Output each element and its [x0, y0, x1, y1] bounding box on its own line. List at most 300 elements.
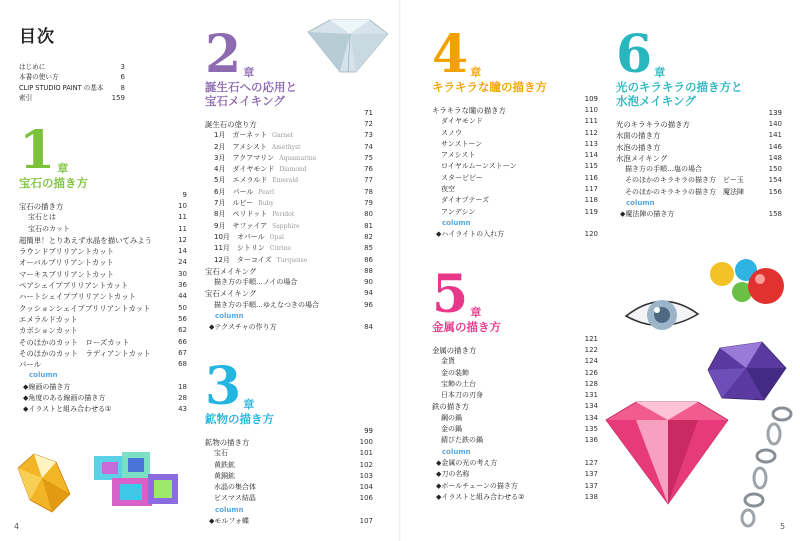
entry-page-number: 127: [584, 458, 598, 467]
entry-title: 7月 ルビー: [214, 199, 254, 208]
toc-subentry: [205, 471, 373, 482]
toc-subentry: [19, 212, 187, 223]
entry-title: ◆ハイライトの入れ方: [436, 230, 505, 239]
entry-title: 9月 サファイア: [214, 221, 268, 230]
column-heading: [205, 505, 373, 516]
entry-page-number: 84: [364, 323, 373, 332]
entry-title: そのほかのカット ラディアントカット: [19, 348, 151, 358]
entry-page-number: 80: [364, 210, 373, 219]
column-entry: [432, 481, 598, 492]
column-heading: [432, 218, 598, 229]
entry-english-name: Peridot: [272, 211, 295, 219]
entry-english-name: Turquoise: [276, 256, 308, 264]
entry-title: 宝石メイキング: [205, 289, 257, 299]
entry-title: 水泡の描き方: [616, 142, 661, 152]
toc-subentry: [432, 413, 598, 424]
entry-title: 水泡メイキング: [616, 153, 668, 163]
entry-title: スターピピー: [441, 173, 483, 182]
toc-entry: [19, 303, 187, 314]
chapter-title-line-2: 宝石メイキング: [205, 94, 285, 108]
entry-page-number: 116: [584, 173, 598, 182]
entry-title: サンストーン: [441, 139, 483, 148]
toc-subentry: [432, 161, 598, 172]
entry-title: スノウ: [441, 128, 462, 137]
amethyst-icon: [706, 340, 788, 402]
entry-title: column: [29, 371, 58, 380]
chapter-title: キラキラな瞳の描き方: [432, 80, 547, 94]
toc-entry: [616, 130, 782, 141]
chapter-number: 5: [432, 264, 469, 325]
entry-english-name: Aquamarine: [279, 154, 317, 162]
toc-subentry: [205, 232, 373, 243]
entry-title: そのほかのキラキラの描き方 魔法陣: [625, 187, 744, 196]
toc-entry: [19, 83, 125, 93]
entry-title: 鋼の鍋: [441, 413, 462, 422]
entry-title: クッションシェイプブリリアントカット: [19, 303, 151, 313]
chapter-title: 金属の描き方: [432, 320, 501, 334]
chapter-items: [205, 119, 373, 334]
entry-title: 宝石とは: [28, 213, 56, 222]
entry-title: 黄銅鉱: [214, 471, 235, 480]
entry-title: 5月 エメラルド: [214, 176, 268, 185]
toc-subentry: [432, 128, 598, 139]
entry-english-name: Garnet: [272, 132, 294, 140]
entry-title: ◆金属の光の考え方: [436, 458, 498, 467]
entry-title: 8月 ペリドット: [214, 210, 268, 219]
entry-title: エメラルドカット: [19, 314, 78, 324]
entry-page-number: 85: [364, 244, 373, 253]
entry-page-number: 100: [359, 438, 373, 446]
entry-title-wrap: [205, 187, 274, 198]
eye-icon: [622, 290, 702, 340]
entry-title: 3月 アクアマリン: [214, 153, 275, 162]
entry-page-number: 103: [359, 471, 373, 480]
entry-page-number: 136: [584, 436, 598, 445]
entry-title-wrap: [205, 221, 300, 232]
column-entry: [616, 209, 782, 220]
toc-entry: [205, 266, 373, 277]
entry-title: ◆角度のある線画の描き方: [23, 394, 106, 403]
entry-title-wrap: [205, 232, 284, 243]
entry-title: column: [626, 199, 655, 208]
toc-subentry: [205, 209, 373, 220]
toc-entry: [19, 269, 187, 280]
toc-entry: [19, 257, 187, 268]
entry-title: ダイヤモンド: [441, 117, 483, 126]
entry-page-number: 140: [768, 120, 782, 128]
chapter-title-line-1: 誕生石への応用と: [205, 80, 297, 94]
toc-entry: [19, 348, 187, 359]
marbles-icon: [706, 256, 790, 312]
chapter-page: 121: [584, 335, 598, 343]
column-entry: [432, 469, 598, 480]
entry-page-number: 124: [584, 357, 598, 366]
entry-page-number: 96: [364, 300, 373, 309]
entry-page-number: 111: [584, 117, 598, 126]
entry-page-number: 118: [584, 196, 598, 205]
toc-entry: [19, 325, 187, 336]
entry-title: ◆刀の名称: [436, 470, 470, 479]
toc-subentry: [19, 224, 187, 235]
entry-title: アンデシン: [441, 207, 476, 216]
entry-title-wrap: [205, 175, 298, 186]
entry-page-number: 148: [768, 153, 782, 162]
entry-page-number: 14: [178, 247, 187, 256]
entry-page-number: 86: [364, 255, 373, 264]
entry-title: 宝石: [214, 449, 228, 458]
column-entry: [19, 404, 187, 415]
entry-title: キラキラな瞳の描き方: [432, 106, 506, 115]
entry-english-name: Emerald: [272, 177, 299, 185]
toc-entry: [432, 105, 598, 116]
entry-page-number: 146: [768, 142, 782, 151]
page-number-left: 4: [14, 522, 20, 531]
entry-page-number: 110: [584, 106, 598, 114]
entry-page-number: 77: [364, 176, 373, 185]
entry-title: 日本刀の刃身: [441, 391, 483, 400]
entry-page-number: 12: [178, 235, 187, 244]
entry-english-name: Opal: [269, 233, 284, 241]
entry-title: 金貨: [441, 357, 455, 366]
entry-title-wrap: [205, 198, 274, 209]
entry-title: 12月 ターコイズ: [214, 255, 272, 264]
entry-page-number: 76: [364, 165, 373, 174]
entry-page-number: 137: [584, 481, 598, 490]
entry-page-number: 106: [359, 494, 373, 503]
chapter-items: [616, 119, 782, 221]
entry-page-number: 67: [178, 348, 187, 357]
chapter-kanji: 章: [470, 66, 482, 79]
toc-entry: [19, 291, 187, 302]
entry-title: ◆モルフォ蝶: [209, 517, 250, 526]
toc-subentry: [432, 356, 598, 367]
toc-subentry: [205, 460, 373, 471]
chapter-5: [432, 264, 598, 503]
toc-subentry: [432, 379, 598, 390]
entry-title-wrap: [205, 153, 316, 164]
toc-entry: [205, 119, 373, 130]
entry-page-number: 120: [584, 230, 598, 239]
column-entry: [19, 393, 187, 404]
toc-subentry: [205, 175, 373, 186]
entry-page-number: 73: [364, 131, 373, 140]
entry-page-number: 158: [768, 210, 782, 219]
entry-title: column: [215, 312, 244, 321]
toc-entry: [19, 72, 125, 82]
entry-title: ◆イラストと組み合わせる①: [23, 405, 112, 414]
toc-entry: [19, 359, 187, 370]
entry-page-number: 126: [584, 368, 598, 377]
entry-page-number: 131: [584, 391, 598, 400]
entry-page-number: 137: [584, 470, 598, 479]
entry-title: ロイヤルムーンストーン: [441, 162, 517, 171]
entry-page-number: 154: [768, 176, 782, 185]
entry-page-number: 150: [768, 165, 782, 174]
entry-page-number: 141: [768, 131, 782, 140]
entry-title: ◆テクスチャの作り方: [209, 323, 277, 332]
entry-title: ◆ボールチェーンの描き方: [436, 481, 518, 490]
column-entry: [432, 229, 598, 240]
column-heading: [432, 447, 598, 458]
entry-title: ◆線画の描き方: [23, 382, 71, 391]
toc-subentry: [432, 368, 598, 379]
toc-subentry: [205, 153, 373, 164]
column-heading: [616, 198, 782, 209]
chapter-number: 4: [432, 24, 469, 85]
entry-page-number: [183, 370, 187, 381]
entry-page-number: [369, 311, 373, 322]
entry-title: 宝石のカット: [28, 224, 70, 233]
toc-entry: [19, 280, 187, 291]
entry-page-number: 134: [584, 402, 598, 411]
entry-title: ビスマス結晶: [214, 494, 256, 503]
entry-english-name: Citrine: [269, 245, 292, 253]
entry-page-number: 102: [359, 460, 373, 469]
entry-page-number: 90: [364, 278, 373, 287]
toc-subentry: [432, 435, 598, 446]
chapter-title-line-1: 光のキラキラの描き方と: [616, 80, 743, 94]
toc-subentry: [205, 300, 373, 311]
chapter-page: 109: [584, 95, 598, 103]
entry-page-number: 28: [178, 394, 187, 403]
front-matter-list: [19, 62, 125, 104]
entry-page-number: [369, 505, 373, 516]
chapter-6: [616, 24, 782, 221]
chapter-kanji: 章: [654, 66, 666, 79]
chapter-items: [205, 437, 373, 527]
entry-page-number: 66: [178, 337, 187, 346]
entry-page-number: 156: [768, 187, 782, 196]
toc-subentry: [205, 187, 373, 198]
entry-english-name: Sapphire: [272, 222, 300, 230]
entry-page-number: 36: [178, 281, 187, 290]
entry-page-number: 72: [364, 120, 373, 128]
toc-entry: [432, 345, 598, 356]
entry-page-number: 79: [364, 199, 373, 208]
entry-title: パール: [19, 360, 42, 370]
chain-icon: [734, 404, 796, 528]
pink-diamond-icon: [602, 398, 732, 508]
chapter-3: [205, 356, 373, 527]
chapter-kanji: 章: [243, 66, 255, 79]
page-title: 目次: [19, 27, 55, 47]
entry-title: 6月 パール: [214, 187, 254, 196]
entry-title: 光のキラキラの描き方: [616, 120, 690, 129]
entry-title: 索引: [19, 94, 33, 103]
toc-subentry: [205, 255, 373, 266]
entry-page-number: 138: [584, 492, 598, 501]
entry-title: マーキスブリリアントカット: [19, 269, 115, 279]
spine: [399, 0, 401, 541]
entry-title: 宝石メイキング: [205, 266, 257, 276]
entry-page-number: 3: [120, 63, 125, 71]
entry-title: 描き方の手順…塩の場合: [625, 165, 702, 174]
toc-subentry: [432, 207, 598, 218]
entry-title: 10月 オパール: [214, 232, 265, 241]
entry-page-number: 159: [111, 94, 125, 103]
entry-title: 水面の描き方: [616, 131, 661, 141]
chapter-items: [432, 105, 598, 241]
entry-page-number: 122: [584, 346, 598, 354]
entry-page-number: 8: [120, 83, 125, 92]
chapter-1: [19, 120, 187, 416]
chapter-number: 1: [19, 120, 56, 181]
entry-title: オーバルブリリアントカット: [19, 258, 114, 268]
toc-subentry: [432, 424, 598, 435]
entry-title-wrap: [205, 164, 307, 175]
entry-title: 誕生石の塗り方: [205, 120, 257, 129]
chapter-kanji: 章: [57, 162, 69, 175]
entry-title: そのほかのキラキラの描き方 ビー玉: [625, 176, 744, 185]
entry-title: ダイオプテーズ: [441, 196, 490, 205]
toc-entry: [19, 62, 125, 72]
toc-entry: [19, 337, 187, 348]
chapter-4: [432, 24, 598, 241]
entry-page-number: 114: [584, 151, 598, 160]
chapter-page: 139: [768, 109, 782, 117]
page-number-right: 5: [780, 522, 786, 531]
entry-title: そのほかのカット ローズカット: [19, 337, 130, 347]
toc-subentry: [205, 482, 373, 493]
entry-title: 水晶の集合体: [214, 483, 256, 492]
chapter-number: 3: [205, 356, 242, 417]
chapter-number: 6: [616, 24, 653, 85]
entry-title: 超簡単！とりあえず水晶を描いてみよう: [19, 235, 153, 245]
toc-subentry: [432, 150, 598, 161]
entry-title: カボションカット: [19, 326, 78, 336]
toc-subentry: [205, 198, 373, 209]
chapter-kanji: 章: [470, 306, 482, 319]
entry-title: 宝飾の土台: [441, 379, 476, 388]
entry-title: 錆びた鉄の鍋: [441, 436, 483, 445]
chapter-items: [19, 201, 187, 416]
entry-page-number: 112: [584, 128, 598, 137]
toc-subentry: [432, 195, 598, 206]
toc-subentry: [432, 139, 598, 150]
entry-title-wrap: [205, 130, 293, 141]
chapter-page: 9: [182, 191, 187, 199]
entry-english-name: Amethyst: [271, 143, 301, 151]
entry-title: ペアシェイプブリリアントカット: [19, 281, 129, 291]
entry-page-number: 135: [584, 425, 598, 434]
entry-title-wrap: [205, 209, 294, 220]
entry-title: はじめに: [19, 63, 46, 71]
toc-subentry: [432, 173, 598, 184]
column-entry: [432, 458, 598, 469]
toc-entry: [19, 246, 187, 257]
entry-title: 2月 アメシスト: [214, 142, 267, 151]
toc-entry: [19, 93, 125, 103]
toc-entry: [616, 119, 782, 130]
chapter-title-line-2: 水泡メイキング: [616, 94, 696, 108]
chapter-title: 鉱物の描き方: [205, 412, 274, 426]
entry-page-number: 56: [178, 314, 187, 323]
entry-page-number: 44: [178, 292, 187, 301]
entry-page-number: 6: [120, 73, 125, 82]
entry-page-number: 11: [178, 224, 187, 233]
entry-page-number: 117: [584, 185, 598, 194]
entry-page-number: 134: [584, 413, 598, 422]
column-heading: [19, 370, 187, 381]
entry-title-wrap: [205, 142, 301, 153]
toc-entry: [19, 201, 187, 212]
entry-title: 11月 シトリン: [214, 244, 265, 253]
entry-page-number: 104: [359, 483, 373, 492]
entry-page-number: 78: [364, 187, 373, 196]
entry-english-name: Ruby: [258, 200, 274, 208]
entry-title: 鉄の描き方: [432, 402, 469, 412]
toc-subentry: [205, 130, 373, 141]
toc-entry: [19, 235, 187, 246]
entry-page-number: 107: [359, 517, 373, 526]
entry-title: ラウンドブリリアントカット: [19, 247, 114, 257]
toc-subentry: [205, 493, 373, 504]
toc-entry: [205, 288, 373, 299]
entry-title: ハートシェイプブリリアントカット: [19, 292, 136, 302]
entry-title: 4月 ダイヤモンド: [214, 165, 275, 174]
entry-page-number: 24: [178, 258, 187, 267]
entry-title: 1月 ガーネット: [214, 131, 268, 140]
entry-page-number: 113: [584, 139, 598, 148]
toc-subentry: [616, 187, 782, 198]
toc-entry: [432, 401, 598, 412]
entry-page-number: 10: [178, 202, 187, 210]
entry-title: 金属の描き方: [432, 346, 477, 355]
entry-page-number: 82: [364, 232, 373, 241]
toc-subentry: [205, 164, 373, 175]
entry-title: ◆イラストと組み合わせる②: [436, 492, 525, 501]
entry-english-name: Diamond: [279, 166, 307, 174]
toc-subentry: [432, 390, 598, 401]
chapter-page: 71: [364, 109, 373, 117]
entry-page-number: [594, 447, 598, 458]
entry-title: 描き方の手順…ゆえなつきの場合: [214, 300, 319, 309]
toc-subentry: [205, 277, 373, 288]
entry-page-number: 128: [584, 379, 598, 388]
entry-title: 描き方の手順…ノイの場合: [214, 278, 298, 287]
column-heading: [205, 311, 373, 322]
entry-page-number: 11: [178, 213, 187, 222]
entry-title-wrap: [205, 243, 291, 254]
toc-entry: [616, 153, 782, 164]
entry-page-number: 94: [364, 289, 373, 298]
entry-page-number: [778, 198, 782, 209]
entry-page-number: 119: [584, 207, 598, 216]
entry-title: 黄鉄鉱: [214, 460, 235, 469]
toc-subentry: [205, 448, 373, 459]
toc-entry: [616, 142, 782, 153]
entry-page-number: 81: [364, 221, 373, 230]
entry-page-number: 18: [178, 382, 187, 391]
entry-page-number: 101: [359, 449, 373, 458]
entry-page-number: 68: [178, 360, 187, 369]
toc-subentry: [432, 116, 598, 127]
toc-subentry: [432, 184, 598, 195]
entry-title: column: [442, 218, 471, 227]
crystal-icon: [12, 448, 80, 516]
entry-title: ◆魔法陣の描き方: [620, 210, 675, 219]
entry-title: 夜空: [441, 185, 455, 194]
chapter-title: 宝石の描き方: [19, 176, 88, 190]
entry-title: アメシスト: [441, 151, 476, 160]
entry-page-number: [594, 218, 598, 229]
entry-page-number: 75: [364, 153, 373, 162]
entry-page-number: 50: [178, 303, 187, 312]
entry-title: column: [215, 505, 244, 514]
entry-page-number: 62: [178, 326, 187, 335]
chapter-page: 99: [364, 427, 373, 435]
entry-title: 金の装飾: [441, 368, 469, 377]
